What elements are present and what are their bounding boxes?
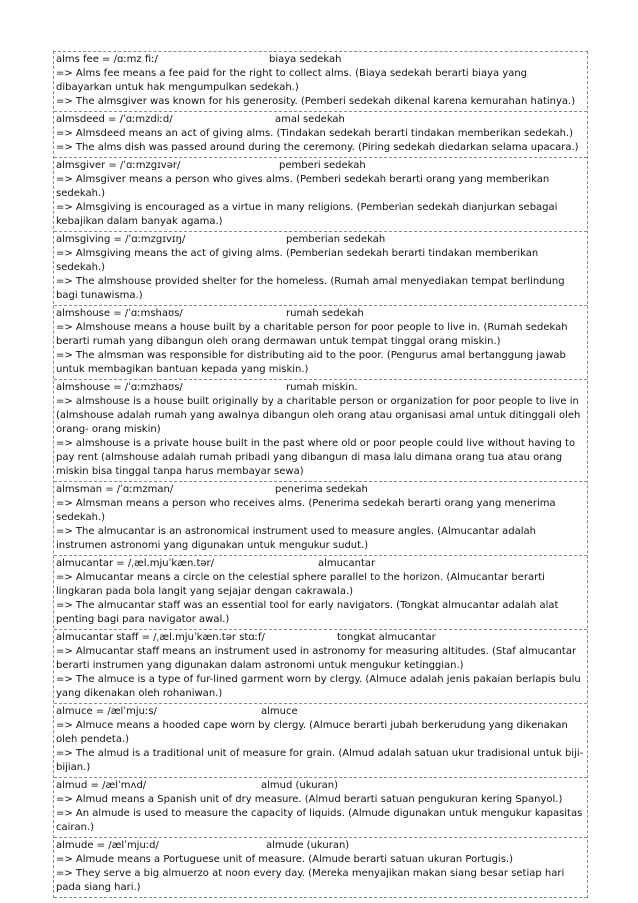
example-sentence: => The almsgiver was known for his generosity. (Pemberi sedekah dikenal karena kemurahan hatinya.): [56, 96, 576, 107]
entry-term: alms fee = /ɑːmz fiː/: [56, 54, 158, 65]
entry-term: almsgiver = /ˈɑːmzgɪvər/: [56, 160, 181, 171]
entry-translation: penerima sedekah: [275, 484, 368, 495]
entry-translation: tongkat almucantar: [337, 632, 436, 643]
entry-term: almsdeed = /ˈɑːmzdiːd/: [56, 114, 173, 125]
example-sentence: => Almshouse means a house built by a charitable person for poor people to live in. (Rumah sedekah berarti rumah yang dibangun oleh orang dermawan untuk tempat tinggal orang miskin.): [56, 322, 568, 347]
dictionary-entry: [54, 704, 587, 778]
entry-header: [56, 159, 585, 173]
example-sentence: => The alms dish was passed around during the ceremony. (Piring sedekah diedarkan selama upacara.): [56, 142, 579, 153]
example-sentence: => Almuce means a hooded cape worn by clergy. (Almuce berarti jubah berkerudung yang dikenakan oleh pendeta.): [56, 720, 568, 745]
dictionary-entry: [54, 232, 587, 306]
entry-header: [56, 483, 585, 497]
entry-header: [56, 557, 585, 571]
dictionary-entry: [54, 556, 587, 630]
dictionary-entry: [54, 306, 587, 380]
entry-translation: rumah sedekah: [286, 308, 364, 319]
entry-header: [56, 779, 585, 793]
dictionary-entry: [54, 630, 587, 704]
example-sentence: => almshouse is a house built originally by a charitable person or organization for poor people to live in (almshouse adalah rumah yang awalnya dibangun oleh orang atau organisasi amal untuk ditinggali oleh orang- orang miskin): [56, 396, 581, 435]
entry-translation: rumah miskin.: [286, 382, 358, 393]
entry-translation: almude (ukuran): [266, 840, 350, 851]
dictionary-entry: [54, 838, 587, 898]
entry-translation: almucantar: [318, 558, 376, 569]
example-sentence: => Almucantar means a circle on the celestial sphere parallel to the horizon. (Almucantar berarti lingkaran pada bola langit yang sejajar dengan cakrawala.): [56, 572, 545, 597]
entry-term: almuce = /ælˈmjuːs/: [56, 706, 157, 717]
entry-term: almucantar = /ˌæl.mjuˈkæn.tər/: [56, 558, 215, 569]
example-sentence: => The almshouse provided shelter for the homeless. (Rumah amal menyediakan tempat berlindung bagi tunawisma.): [56, 276, 565, 301]
example-sentence: => Almsdeed means an act of giving alms. (Tindakan sedekah berarti tindakan memberikan sedekah.): [56, 128, 574, 139]
example-sentence: => Almsgiving is encouraged as a virtue in many religions. (Pemberian sedekah dianjurkan sebagai kebajikan dalam banyak agama.): [56, 202, 558, 227]
entry-translation: amal sedekah: [275, 114, 345, 125]
entry-term: almud = /ælˈmʌd/: [56, 780, 147, 791]
entry-term: almucantar staff = /ˌæl.mjuˈkæn.tər stɑːf/: [56, 632, 265, 643]
example-sentence: => The almud is a traditional unit of measure for grain. (Almud adalah satuan ukur tradisional untuk biji-bijian.): [56, 748, 584, 773]
entry-term: almshouse = /ˈɑːmshaʊs/: [56, 308, 183, 319]
entry-header: [56, 233, 585, 247]
example-sentence: => Almude means a Portuguese unit of measure. (Almude berarti satuan ukuran Portugis.): [56, 854, 513, 865]
example-sentence: => almshouse is a private house built in the past where old or poor people could live without having to pay rent (almshouse adalah rumah pribadi yang dibangun di masa lalu dimana orang tua atau orang miskin bisa tinggal tanpa harus membayar sewa): [56, 438, 576, 477]
entry-term: almude = /ælˈmjuːd/: [56, 840, 159, 851]
entry-header: [56, 705, 585, 719]
entry-term: almsgiving = /ˈɑːmzgɪvɪŋ/: [56, 234, 186, 245]
entry-header: [56, 113, 585, 127]
entry-translation: pemberian sedekah: [286, 234, 386, 245]
example-sentence: => The almuce is a type of fur-lined garment worn by clergy. (Almuce adalah jenis pakaian berlapis bulu yang dikenakan oleh rohaniwan.): [56, 674, 581, 699]
entry-term: almsman = /ˈɑːmzman/: [56, 484, 174, 495]
example-sentence: => Alms fee means a fee paid for the right to collect alms. (Biaya sedekah berarti biaya yang dibayarkan untuk hak mengumpulkan sedekah.): [56, 68, 528, 93]
dictionary-entry: [54, 52, 587, 112]
example-sentence: => The almsman was responsible for distributing aid to the poor. (Pengurus amal bertanggung jawab untuk membagikan bantuan kepada yang miskin.): [56, 350, 566, 375]
example-sentence: => Almucantar staff means an instrument used in astronomy for measuring altitudes. (Staf almucantar berarti instrumen yang digunakan dalam astronomi untuk mengukur ketinggian.): [56, 646, 577, 671]
example-sentence: => Almsman means a person who receives alms. (Penerima sedekah berarti orang yang menerima sedekah.): [56, 498, 556, 523]
entry-translation: biaya sedekah: [269, 54, 342, 65]
entry-header: [56, 307, 585, 321]
example-sentence: => An almude is used to measure the capacity of liquids. (Almude digunakan untuk mengukur kapasitas cairan.): [56, 808, 583, 833]
entry-term: almshouse = /ˈɑːmzhaʊs/: [56, 382, 183, 393]
entry-header: [56, 839, 585, 853]
entry-translation: pemberi sedekah: [279, 160, 366, 171]
entry-translation: almuce: [261, 706, 298, 717]
vocabulary-table: [53, 51, 588, 898]
dictionary-entry: [54, 778, 587, 838]
entry-header: [56, 53, 585, 67]
dictionary-entry: [54, 158, 587, 232]
entry-translation: almud (ukuran): [261, 780, 339, 791]
example-sentence: => The almucantar is an astronomical instrument used to measure angles. (Almucantar adalah instrumen astronomi yang digunakan untuk mengukur sudut.): [56, 526, 536, 551]
dictionary-entry: [54, 380, 587, 482]
example-sentence: => Almsgiver means a person who gives alms. (Pemberi sedekah berarti orang yang memberikan sedekah.): [56, 174, 550, 199]
entry-header: [56, 381, 585, 395]
example-sentence: => They serve a big almuerzo at noon every day. (Mereka menyajikan makan siang besar setiap hari pada siang hari.): [56, 868, 565, 893]
example-sentence: => Almud means a Spanish unit of dry measure. (Almud berarti satuan pengukuran kering Spanyol.): [56, 794, 563, 805]
example-sentence: => Almsgiving means the act of giving alms. (Pemberian sedekah berarti tindakan memberikan sedekah.): [56, 248, 539, 273]
dictionary-entry: [54, 112, 587, 158]
entry-header: [56, 631, 585, 645]
example-sentence: => The almucantar staff was an essential tool for early navigators. (Tongkat almucantar adalah alat penting bagi para navigator awal.): [56, 600, 559, 625]
dictionary-entry: [54, 482, 587, 556]
